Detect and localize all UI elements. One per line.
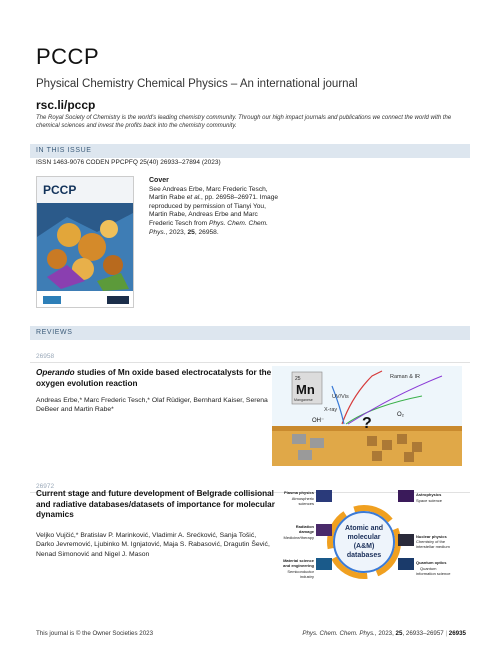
topic-atmos-2: sciences	[298, 501, 314, 506]
topic-quantum-info-2: information science	[416, 571, 451, 576]
cover-logo: PCCP	[43, 183, 77, 197]
article-1-rule	[30, 362, 470, 363]
rsc-blurb: The Royal Society of Chemistry is the world's leading chemistry community. Through our high impact journals and publications we connect the world with the chemical sciences and invest the profits back into the chemistry community.	[36, 115, 452, 129]
journal-url[interactable]: rsc.li/pccp	[36, 98, 96, 112]
topic-ism-2: interstellar medium	[416, 544, 450, 549]
footer-page-number: 26935	[448, 630, 466, 637]
footer-ref-pages: , 26933–26957	[402, 630, 444, 637]
article-1-title-italic: Operando	[36, 368, 75, 377]
footer-journal-ref: Phys. Chem. Chem. Phys.,	[302, 630, 377, 637]
topic-semi-2: industry	[299, 574, 314, 579]
footer-citation: Phys. Chem. Chem. Phys., 2023, 25, 26933–26957 | 26935	[302, 630, 466, 637]
cover-et-al: et al.	[186, 194, 202, 202]
topic-material-2: and engineering	[283, 563, 314, 568]
article-1-page: 26958	[36, 353, 55, 360]
journal-title: PCCP	[36, 44, 100, 69]
element-name: Manganese	[294, 398, 313, 402]
topic-atmos-1: Atmospheric	[291, 496, 314, 501]
topic-medicine: Medicine/therapy	[283, 535, 314, 540]
article-1-graphic	[272, 366, 462, 466]
article-1-title[interactable]	[36, 368, 276, 389]
article-2-page: 26972	[36, 483, 55, 490]
center-line-1: Atomic and	[344, 525, 384, 532]
footer-volume: 25	[395, 630, 403, 637]
center-line-4: databases	[346, 552, 382, 559]
label-oh: OH⁻	[312, 418, 325, 424]
cover-volume: 25	[187, 228, 195, 236]
center-line-2: molecular	[347, 534, 381, 541]
journal-subtitle: Physical Chemistry Chemical Physics – An international journal	[36, 78, 358, 90]
label-question: ?	[362, 415, 372, 432]
center-line-3: (A&M)	[353, 543, 375, 550]
topic-nuclear: Nuclear physics	[416, 534, 447, 539]
issn-line: ISSN 1463-9076 CODEN PPCPFQ 25(40) 26933–27894 (2023)	[36, 159, 221, 166]
cover-illustration	[37, 177, 134, 308]
in-this-issue-bar: IN THIS ISSUE	[30, 144, 470, 158]
article-2-title[interactable]: Current stage and future development of Belgrade collisional and radiative databases/datasets of importance for molecular dynamics	[36, 489, 275, 519]
label-raman-ir: Raman & IR	[390, 374, 420, 380]
topic-material-1: Material science	[283, 558, 314, 563]
topic-radiation-1: Radiation	[295, 524, 314, 529]
cover-text-1: See Andreas Erbe, Marc Frederic Tesch, Martin Rabe	[149, 185, 268, 202]
topic-space: Space science	[416, 498, 443, 503]
topic-radiation-2: damage	[298, 529, 314, 534]
cover-text-4: , 26958.	[194, 228, 219, 236]
element-number: 25	[295, 376, 301, 382]
topic-astro: Astrophysics	[416, 492, 442, 497]
footer-copyright: This journal is © the Owner Societies 2023	[36, 630, 154, 637]
footer-ref-mid: 2023,	[376, 630, 396, 637]
article-1-title-rest: studies of Mn oxide based electrocatalysts for the oxygen evolution reaction	[36, 368, 272, 388]
label-o2: O₂	[397, 412, 404, 418]
topic-plasma: Plasma physics	[283, 490, 314, 495]
cover-text-3: , 2023,	[165, 228, 188, 236]
topic-semi-1: Semiconductor	[287, 569, 314, 574]
topic-quantum-optics: Quantum optics	[416, 560, 447, 565]
article-2-authors: Veljko Vujčić,* Bratislav P. Marinković, Vladimir A. Srećković, Sanja Tošić, Darko Jevremović, Ljubinko M. Ignjatović, Maja S. Rabasović, Dragutin Šević, Nenad Simonović and Nigel J. Mason	[36, 532, 270, 558]
topic-quantum-info-1: Quantum	[420, 566, 437, 571]
reviews-bar: REVIEWS	[30, 326, 470, 340]
cover-text-2: , pp. 26958–26971. Image reproduced by permission of Tianyi You, Martin Rabe, Andreas Erbe and Marc Frederic Tesch from	[149, 194, 279, 227]
cover-image	[36, 176, 134, 308]
cover-journal-ref: Phys. Chem. Chem. Phys.	[149, 219, 268, 236]
topic-ism-1: Chemistry of the	[416, 539, 446, 544]
article-2-graphic	[272, 488, 462, 598]
label-x-ray: X-ray	[324, 407, 338, 413]
element-symbol: Mn	[296, 382, 315, 397]
cover-caption	[149, 177, 279, 237]
article-1-authors: Andreas Erbe,* Marc Frederic Tesch,* Olaf Rüdiger, Bernhard Kaiser, Serena DeBeer and Martin Rabe*	[36, 397, 268, 414]
label-uv-vis: UV/Vis	[332, 394, 349, 400]
cover-heading: Cover	[149, 177, 169, 184]
